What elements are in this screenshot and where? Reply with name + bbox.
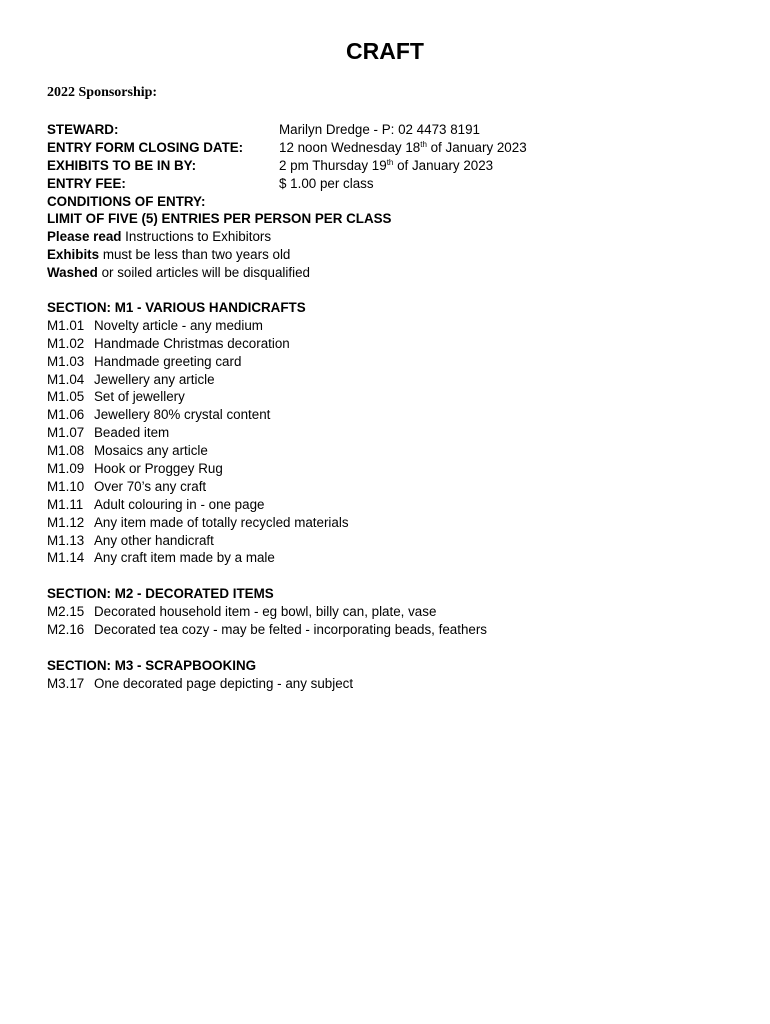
condition-please-read: Please read Instructions to Exhibitors — [47, 229, 272, 245]
class-description: Adult colouring in - one page — [94, 496, 265, 512]
class-code: M1.01 — [47, 317, 85, 333]
exhibits-in-row — [47, 157, 527, 175]
class-code: M1.03 — [47, 353, 85, 369]
entry-fee-row — [47, 175, 527, 193]
entry-limit: LIMIT OF FIVE (5) ENTRIES PER PERSON PER CLASS — [47, 211, 392, 227]
class-description: Novelty article - any medium — [94, 317, 263, 333]
class-description: Any other handicraft — [94, 532, 214, 548]
closing-date-row — [47, 139, 527, 157]
condition-exhibits-age: Exhibits must be less than two years old — [47, 247, 291, 263]
section-heading: SECTION: M2 - DECORATED ITEMS — [47, 586, 274, 602]
exhibits-in-value: 2 pm Thursday 19th of January 2023 — [279, 157, 494, 173]
class-code: M2.16 — [47, 622, 85, 638]
class-description: Jewellery any article — [94, 371, 215, 387]
class-code: M3.17 — [47, 675, 85, 691]
class-code: M1.04 — [47, 371, 85, 387]
class-item — [47, 460, 487, 478]
class-description: Any item made of totally recycled materials — [94, 514, 349, 530]
class-description: Set of jewellery — [94, 389, 185, 405]
class-item — [47, 514, 487, 532]
class-description: One decorated page depicting - any subject — [94, 675, 354, 691]
class-code: M1.10 — [47, 478, 85, 494]
section-heading: SECTION: M3 - SCRAPBOOKING — [47, 657, 257, 673]
closing-date-value: 12 noon Wednesday 18th of January 2023 — [279, 139, 527, 155]
class-item — [47, 424, 487, 442]
entry-fee-label: ENTRY FEE: — [47, 175, 126, 191]
class-item — [47, 388, 487, 406]
steward-row — [47, 121, 527, 139]
class-code: M1.06 — [47, 407, 85, 423]
class-code: M1.05 — [47, 389, 85, 405]
class-code: M1.09 — [47, 461, 85, 477]
class-item — [47, 603, 487, 621]
class-item — [47, 317, 487, 335]
class-item — [47, 478, 487, 496]
class-code: M1.07 — [47, 425, 85, 441]
steward-value: Marilyn Dredge - P: 02 4473 8191 — [279, 122, 480, 137]
page-title: CRAFT — [346, 38, 424, 64]
class-code: M1.08 — [47, 443, 85, 459]
class-item — [47, 335, 487, 353]
class-description: Handmade Christmas decoration — [94, 335, 290, 351]
section-block — [47, 657, 487, 693]
class-item — [47, 549, 487, 567]
class-item — [47, 532, 487, 550]
class-item — [47, 406, 487, 424]
class-description: Over 70’s any craft — [94, 478, 207, 494]
class-code: M1.12 — [47, 514, 85, 530]
class-item — [47, 621, 487, 639]
sections — [47, 299, 487, 693]
conditions-heading: CONDITIONS OF ENTRY: — [47, 193, 206, 209]
class-description: Decorated household item - eg bowl, billy can, plate, vase — [94, 604, 437, 620]
section-block — [47, 299, 487, 567]
class-description: Beaded item — [94, 425, 170, 441]
exhibits-in-label: EXHIBITS TO BE IN BY: — [47, 157, 197, 173]
class-item — [47, 675, 487, 693]
class-code: M1.14 — [47, 550, 85, 566]
class-description: Handmade greeting card — [94, 353, 242, 369]
class-description: Any craft item made by a male — [94, 550, 275, 566]
class-item — [47, 442, 487, 460]
section-block — [47, 585, 487, 639]
closing-date-label: ENTRY FORM CLOSING DATE: — [47, 139, 244, 155]
class-description: Hook or Proggey Rug — [94, 461, 223, 477]
class-description: Jewellery 80% crystal content — [94, 407, 271, 423]
sponsorship-heading: 2022 Sponsorship: — [47, 85, 158, 100]
class-item — [47, 496, 487, 514]
class-code: M1.11 — [47, 496, 84, 512]
class-item — [47, 371, 487, 389]
entry-fee-value: $ 1.00 per class — [279, 175, 374, 191]
class-code: M1.13 — [47, 532, 85, 548]
class-code: M1.02 — [47, 335, 85, 351]
condition-washed: Washed or soiled articles will be disqualified — [47, 265, 310, 281]
class-description: Decorated tea cozy - may be felted - incorporating beads, feathers — [94, 622, 488, 638]
steward-label: STEWARD: — [47, 122, 119, 137]
class-code: M2.15 — [47, 604, 85, 620]
class-description: Mosaics any article — [94, 443, 208, 459]
class-item — [47, 353, 487, 371]
entry-details — [47, 121, 527, 282]
section-heading: SECTION: M1 - VARIOUS HANDICRAFTS — [47, 300, 306, 315]
